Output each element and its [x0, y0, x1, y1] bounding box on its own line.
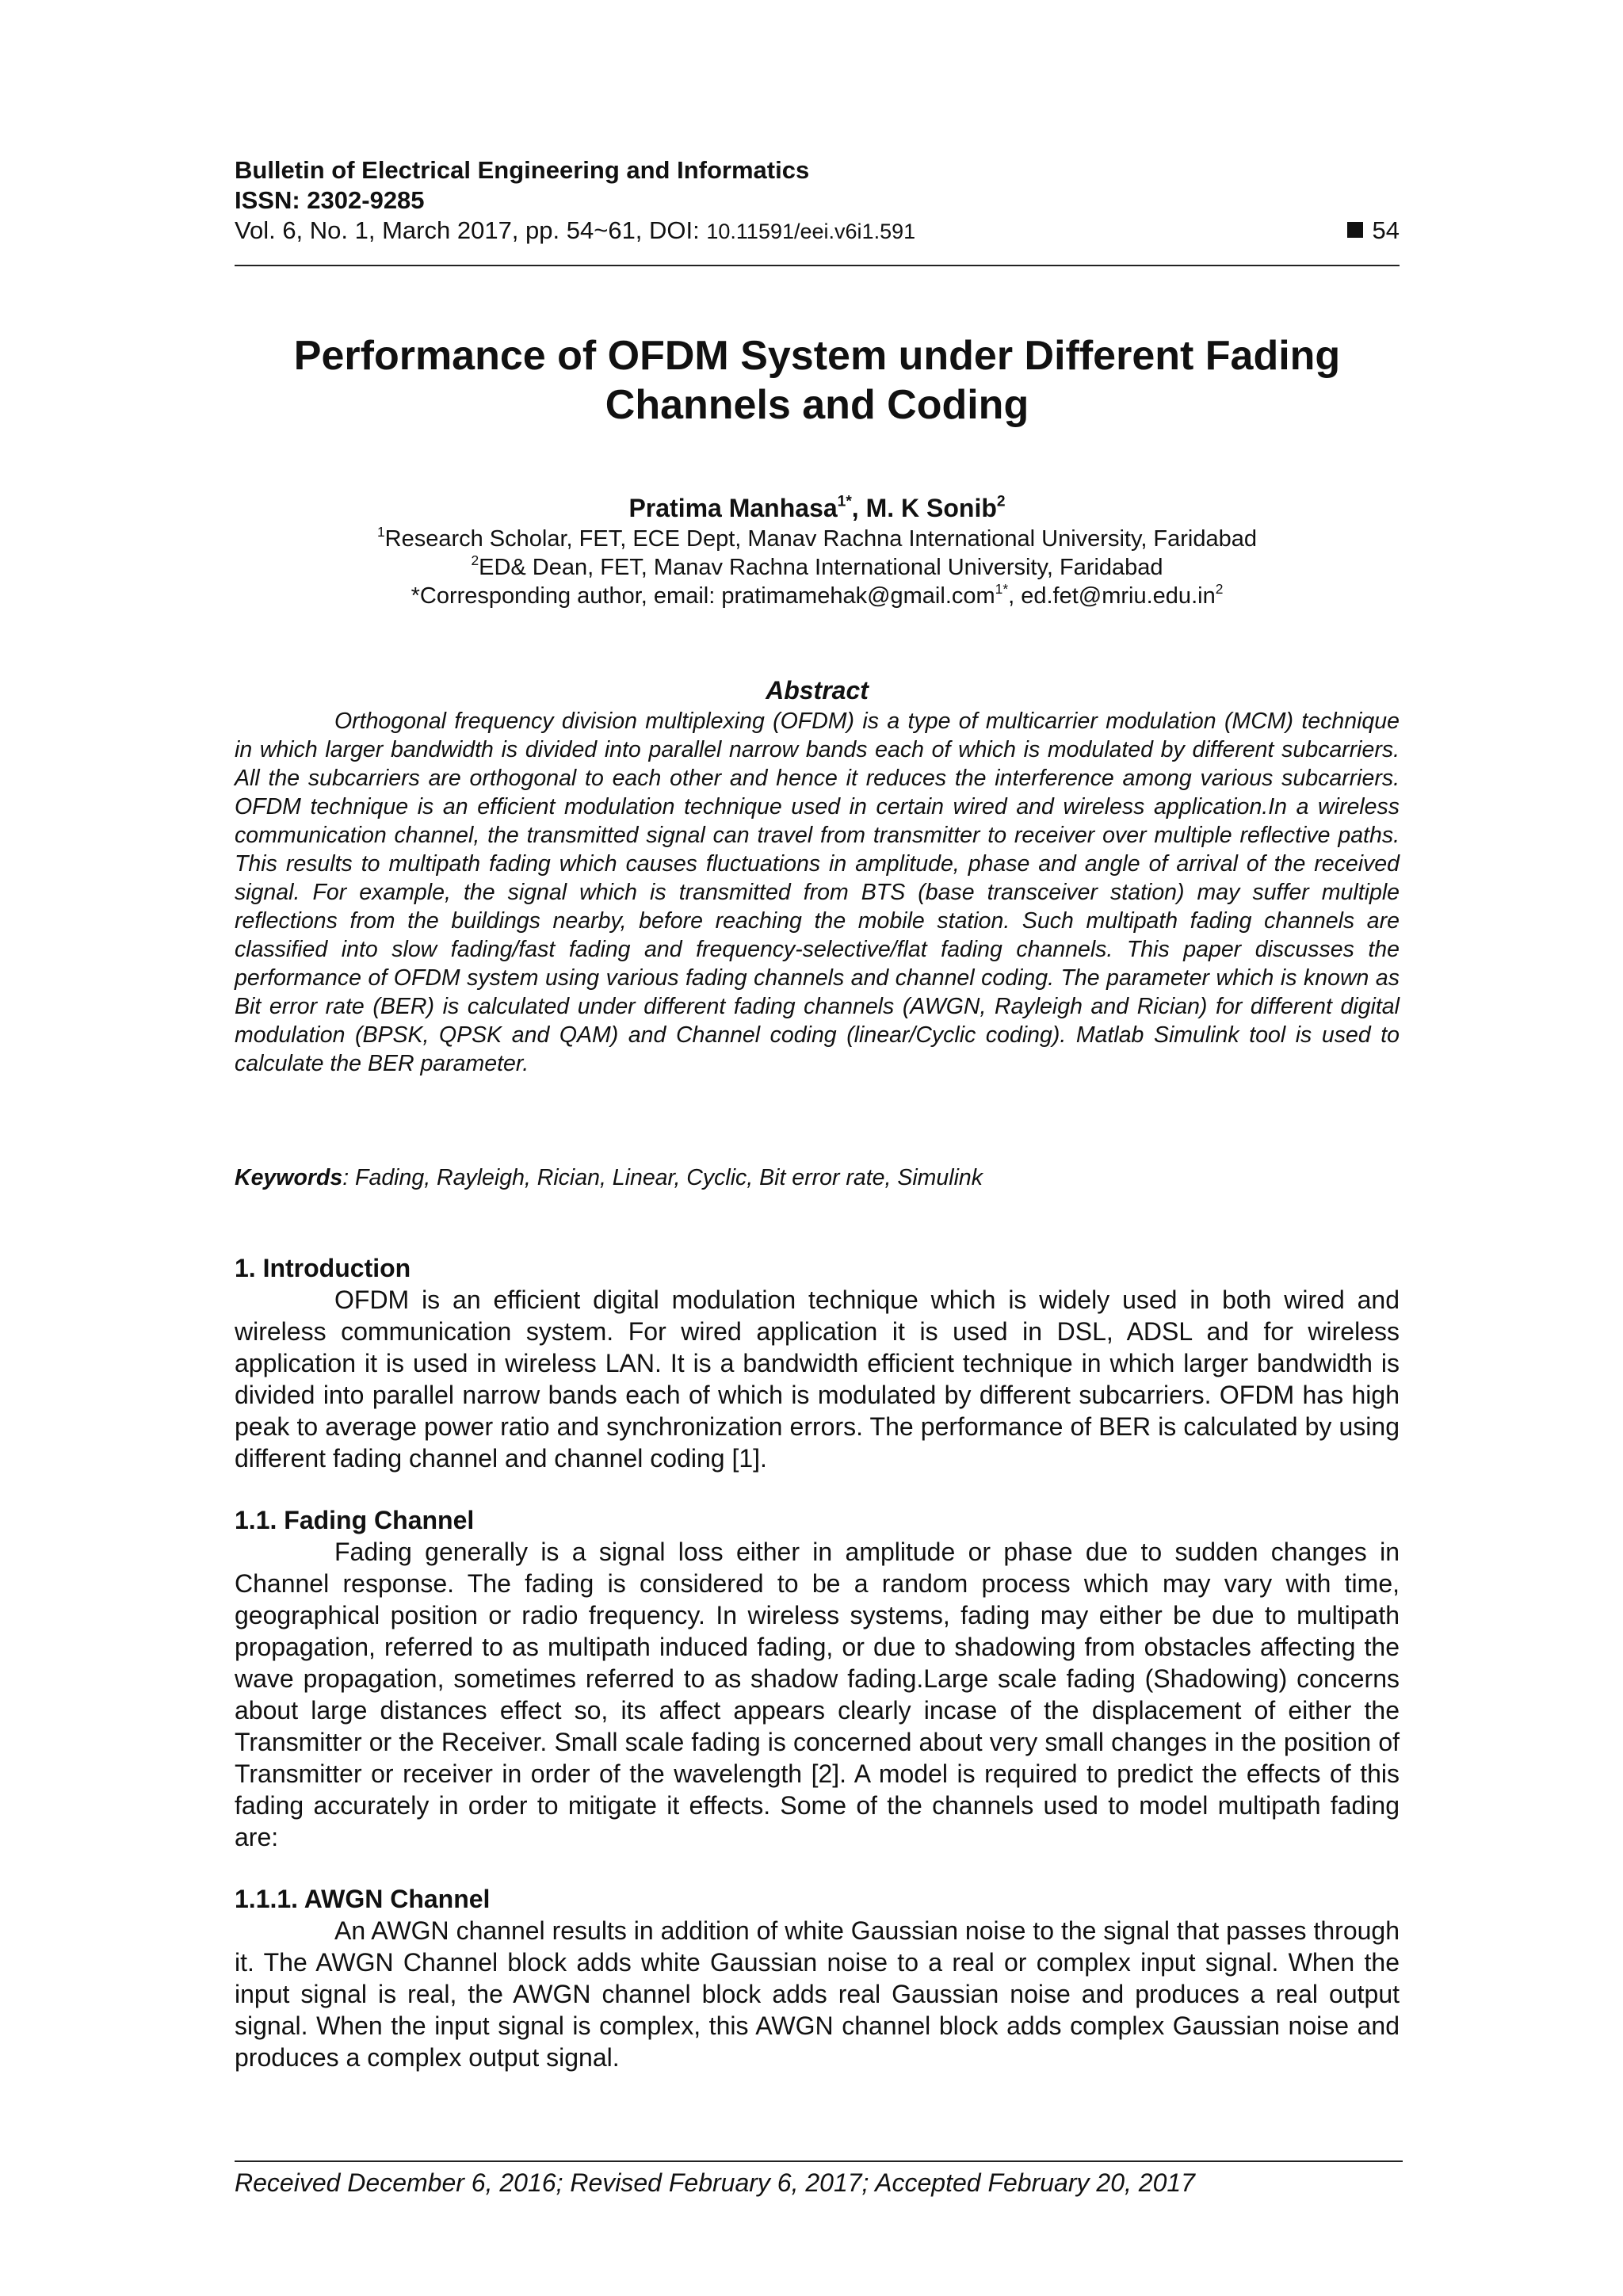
section-heading-introduction: 1. Introduction	[235, 1254, 411, 1282]
section-heading-fading-channel: 1.1. Fading Channel	[235, 1506, 475, 1534]
square-bullet-icon	[1347, 222, 1363, 238]
keywords-list: : Fading, Rayleigh, Rician, Linear, Cyclic, Bit error rate, Simulink	[342, 1165, 983, 1190]
introduction-text: OFDM is an efficient digital modulation technique which is widely used in both wired and wireless communication system. For wired application it is used in DSL, ADSL and for wireless application it is used in wireless LAN. It is a bandwidth efficient technique in which larger bandwidth is divided into parallel narrow bands each of which is modulated by different subcarriers. OFDM has high peak to average power ratio and synchronization errors. The performance of BER is calculated by using different fading channel and channel coding [1].	[235, 1286, 1400, 1473]
header-divider	[235, 265, 1400, 266]
volume-text: Vol. 6, No. 1, March 2017, pp. 54~61, DOI:	[235, 216, 700, 244]
fading-channel-text: Fading generally is a signal loss either in amplitude or phase due to sudden changes in Channel response. The fading is considered to be a random process which may vary with time, geographical position or radio frequency. In wireless systems, fading may either be due to multipath propagation, referred to as multipath induced fading, or due to shadowing from obstacles affecting the wave propagation, sometimes referred to as shadow fading.Large scale fading (Shadowing) concerns about large distances effect so, its affect appears clearly incase of the displacement of either the Transmitter or the Receiver. Small scale fading is concerned about very small changes in the position of Transmitter or receiver in order of the wavelength [2]. A model is required to predict the effects of this fading accurately in order to mitigate it effects. Some of the channels used to model multipath fading are:	[235, 1538, 1400, 1851]
received-dates: Received December 6, 2016; Revised February 6, 2017; Accepted February 20, 2017	[235, 2168, 1195, 2197]
author-2: M. K Sonib	[865, 494, 997, 522]
page-number: 54	[1347, 216, 1400, 246]
keywords	[235, 1163, 1400, 1192]
footer-divider	[235, 2160, 1403, 2162]
author-1: Pratima Manhasa	[628, 494, 838, 522]
abstract-heading: Abstract	[766, 676, 869, 705]
keywords-label: Keywords	[235, 1165, 343, 1190]
corresponding-author: *Corresponding author, email: pratimamehak@gmail.com$^{1*}$, $ed.fet@mriu.edu.in^2$	[411, 580, 1224, 609]
journal-header	[235, 155, 1400, 246]
paper-title: Performance of OFDM System under Different Fading Channels and Coding	[293, 333, 1341, 428]
affiliation-1: $^1$Research Scholar, FET, ECE Dept, Manav Rachna International University, Faridabad	[376, 523, 1258, 552]
author-list: Pratima Manhasa$^{1*}$, M. K Sonib$^2$	[628, 493, 1006, 522]
section-heading-awgn-channel: 1.1.1. AWGN Channel	[235, 1885, 491, 1913]
issn: ISSN: 2302-9285	[235, 186, 425, 214]
volume-info	[235, 216, 1400, 246]
journal-name: Bulletin of Electrical Engineering and Informatics	[235, 156, 810, 184]
awgn-channel-text: An AWGN channel results in addition of white Gaussian noise to the signal that passes through it. The AWGN Channel block adds white Gaussian noise to a real or complex input signal. When the input signal is real, the AWGN channel block adds real Gaussian noise and produces a real output signal. When the input signal is complex, this AWGN channel block adds complex Gaussian noise and produces a complex output signal.	[235, 1916, 1400, 2072]
abstract-text: Orthogonal frequency division multiplexing (OFDM) is a type of multicarrier modulation (MCM) technique in which larger bandwidth is divided into parallel narrow bands each of which is modulated by different subcarriers. All the subcarriers are orthogonal to each other and hence it reduces the interference among various subcarriers. OFDM technique is an efficient modulation technique used in certain wired and wireless application.In a wireless communication channel, the transmitted signal can travel from transmitter to receiver over multiple reflective paths. This results to multipath fading which causes fluctuations in amplitude, phase and angle of arrival of the received signal. For example, the signal which is transmitted from BTS (base transceiver station) may suffer multiple reflections from the buildings nearby, before reaching the mobile station. Such multipath fading channels are classified into slow fading/fast fading and frequency-selective/flat fading channels. This paper discusses the performance of OFDM system using various fading channels and channel coding. The parameter which is known as Bit error rate (BER) is calculated under different fading channels (AWGN, Rayleigh and Rician) for different digital modulation (BPSK, QPSK and QAM) and Channel coding (linear/Cyclic coding). Matlab Simulink tool is used to calculate the BER parameter.	[235, 709, 1400, 1076]
affiliation-2: $^2$ED& Dean, FET, Manav Rachna International University, Faridabad	[471, 552, 1163, 580]
doi: 10.11591/eei.v6i1.591	[706, 220, 916, 243]
